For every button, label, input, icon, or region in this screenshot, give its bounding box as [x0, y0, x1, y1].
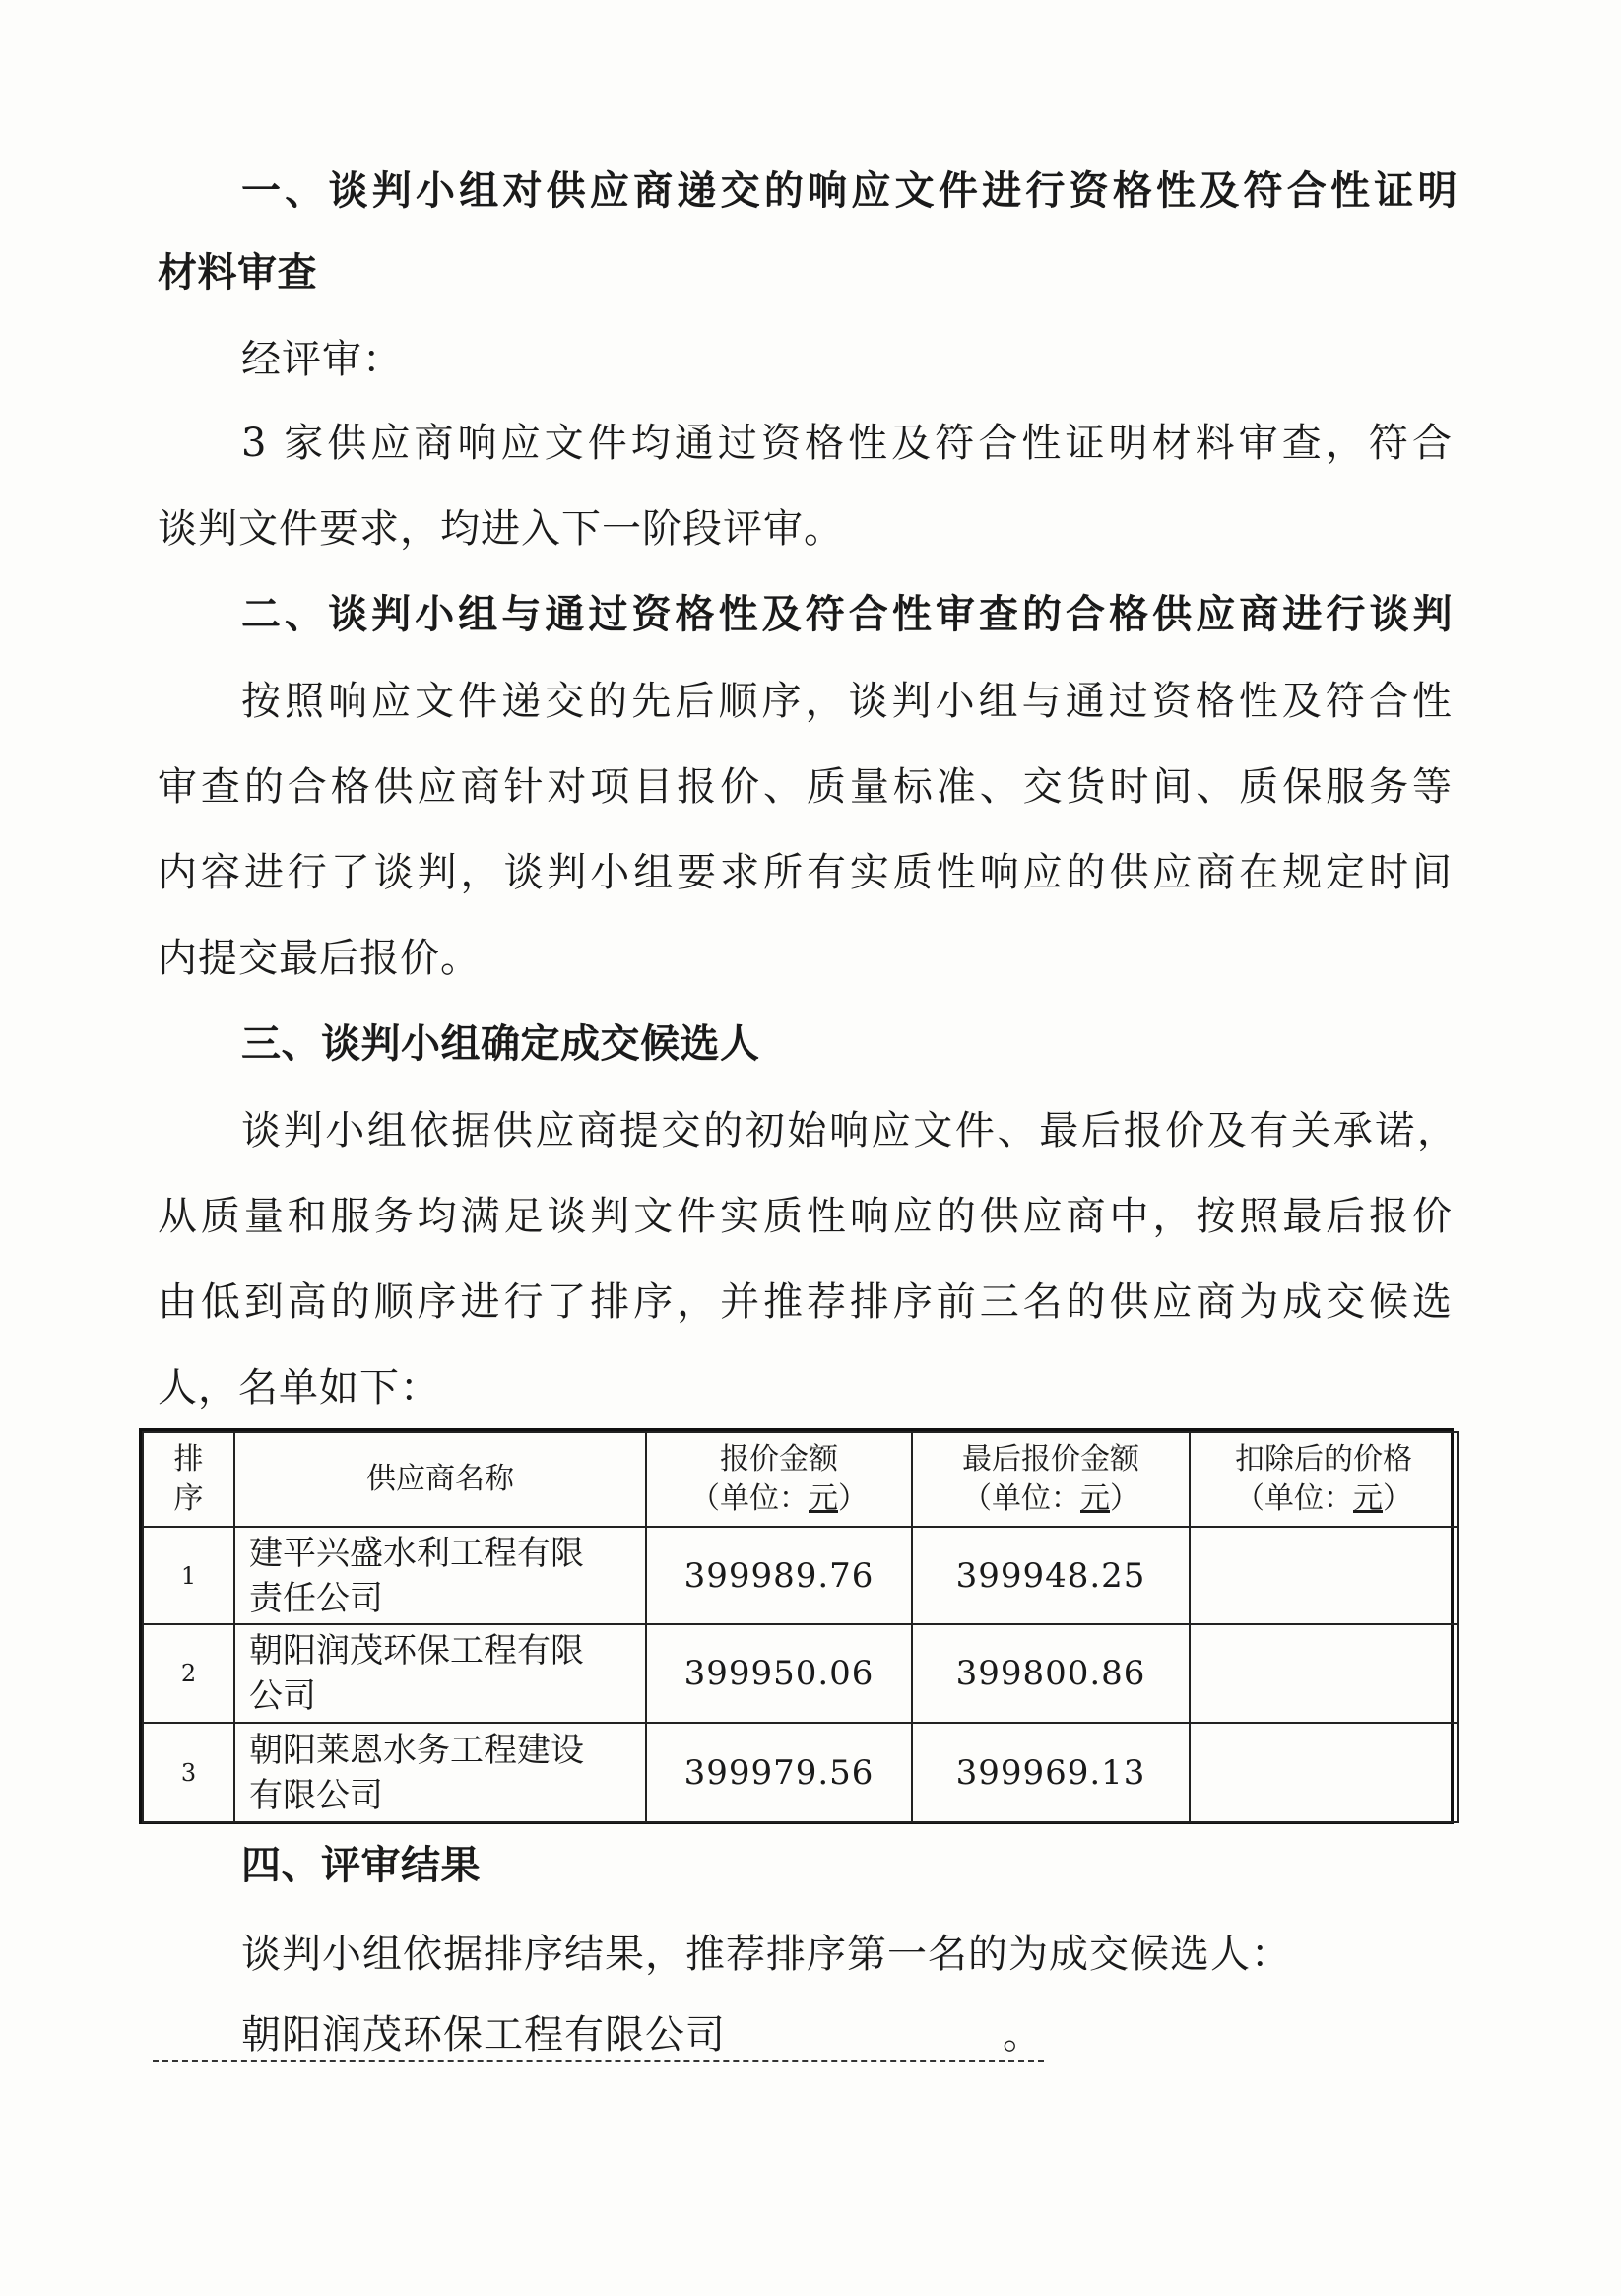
section2-heading: 二、谈判小组与通过资格性及符合性审查的合格供应商进行谈判 [241, 592, 1453, 637]
cell-quote-amount: 399989.76 [646, 1527, 912, 1624]
cell-deducted-price [1190, 1527, 1458, 1624]
section3-heading: 三、谈判小组确定成交候选人 [241, 1021, 760, 1067]
table-row [143, 1723, 1458, 1822]
section1-heading-line1: 一、谈判小组对供应商递交的响应文件进行资格性及符合性证明 [241, 168, 1458, 214]
section4-paragraph: 谈判小组依据排序结果，推荐排序第一名的为成交候选人： [241, 1932, 1291, 1977]
header-final-quote-amount: 最后报价金额 （单位：元） [912, 1432, 1190, 1527]
table-header-row [143, 1432, 1458, 1527]
table-row [143, 1624, 1458, 1723]
section1-paragraph1: 经评审： [241, 337, 403, 382]
section3-paragraph-line3: 由低到高的顺序进行了排序，并推荐排序前三名的供应商为成交候选 [158, 1279, 1453, 1325]
section3-paragraph-line2: 从质量和服务均满足谈判文件实质性响应的供应商中，按照最后报价 [158, 1194, 1453, 1239]
winner-underline [153, 2060, 1044, 2062]
cell-deducted-price [1190, 1624, 1458, 1723]
section2-paragraph-line1: 按照响应文件递交的先后顺序，谈判小组与通过资格性及符合性 [241, 679, 1453, 724]
cell-supplier-name: 朝阳润茂环保工程有限 公司 [234, 1624, 646, 1723]
cell-final-quote-amount: 399800.86 [912, 1624, 1190, 1723]
section3-paragraph-line1: 谈判小组依据供应商提交的初始响应文件、最后报价及有关承诺， [241, 1108, 1458, 1153]
cell-rank: 3 [143, 1723, 234, 1822]
cell-supplier-name: 建平兴盛水利工程有限 责任公司 [234, 1527, 646, 1624]
header-deducted-price: 扣除后的价格 （单位：元） [1190, 1432, 1458, 1527]
header-rank: 排 序 [143, 1432, 234, 1527]
section1-paragraph2-line1: 3 家供应商响应文件均通过资格性及符合性证明材料审查，符合 [241, 421, 1453, 466]
cell-final-quote-amount: 399969.13 [912, 1723, 1190, 1822]
cell-deducted-price [1190, 1723, 1458, 1822]
section3-paragraph-line4: 人，名单如下： [158, 1365, 440, 1410]
winner-company-name: 朝阳润茂环保工程有限公司 [241, 2012, 726, 2058]
cell-supplier-name: 朝阳莱恩水务工程建设 有限公司 [234, 1723, 646, 1822]
header-supplier-name: 供应商名称 [234, 1432, 646, 1527]
winner-sentence-end: 。 [1003, 2012, 1043, 2058]
section1-paragraph2-line2: 谈判文件要求，均进入下一阶段评审。 [158, 506, 844, 552]
cell-quote-amount: 399979.56 [646, 1723, 912, 1822]
cell-rank: 2 [143, 1624, 234, 1723]
candidate-table [139, 1428, 1454, 1824]
section2-paragraph-line3: 内容进行了谈判，谈判小组要求所有实质性响应的供应商在规定时间 [158, 850, 1453, 895]
section1-heading-line2: 材料审查 [158, 250, 317, 295]
cell-rank: 1 [143, 1527, 234, 1624]
cell-quote-amount: 399950.06 [646, 1624, 912, 1723]
section4-heading: 四、评审结果 [241, 1843, 481, 1888]
section2-paragraph-line2: 审查的合格供应商针对项目报价、质量标准、交货时间、质保服务等 [158, 764, 1453, 810]
section2-paragraph-line4: 内提交最后报价。 [158, 936, 481, 981]
cell-final-quote-amount: 399948.25 [912, 1527, 1190, 1624]
table-row [143, 1527, 1458, 1624]
header-quote-amount: 报价金额 （单位：元） [646, 1432, 912, 1527]
